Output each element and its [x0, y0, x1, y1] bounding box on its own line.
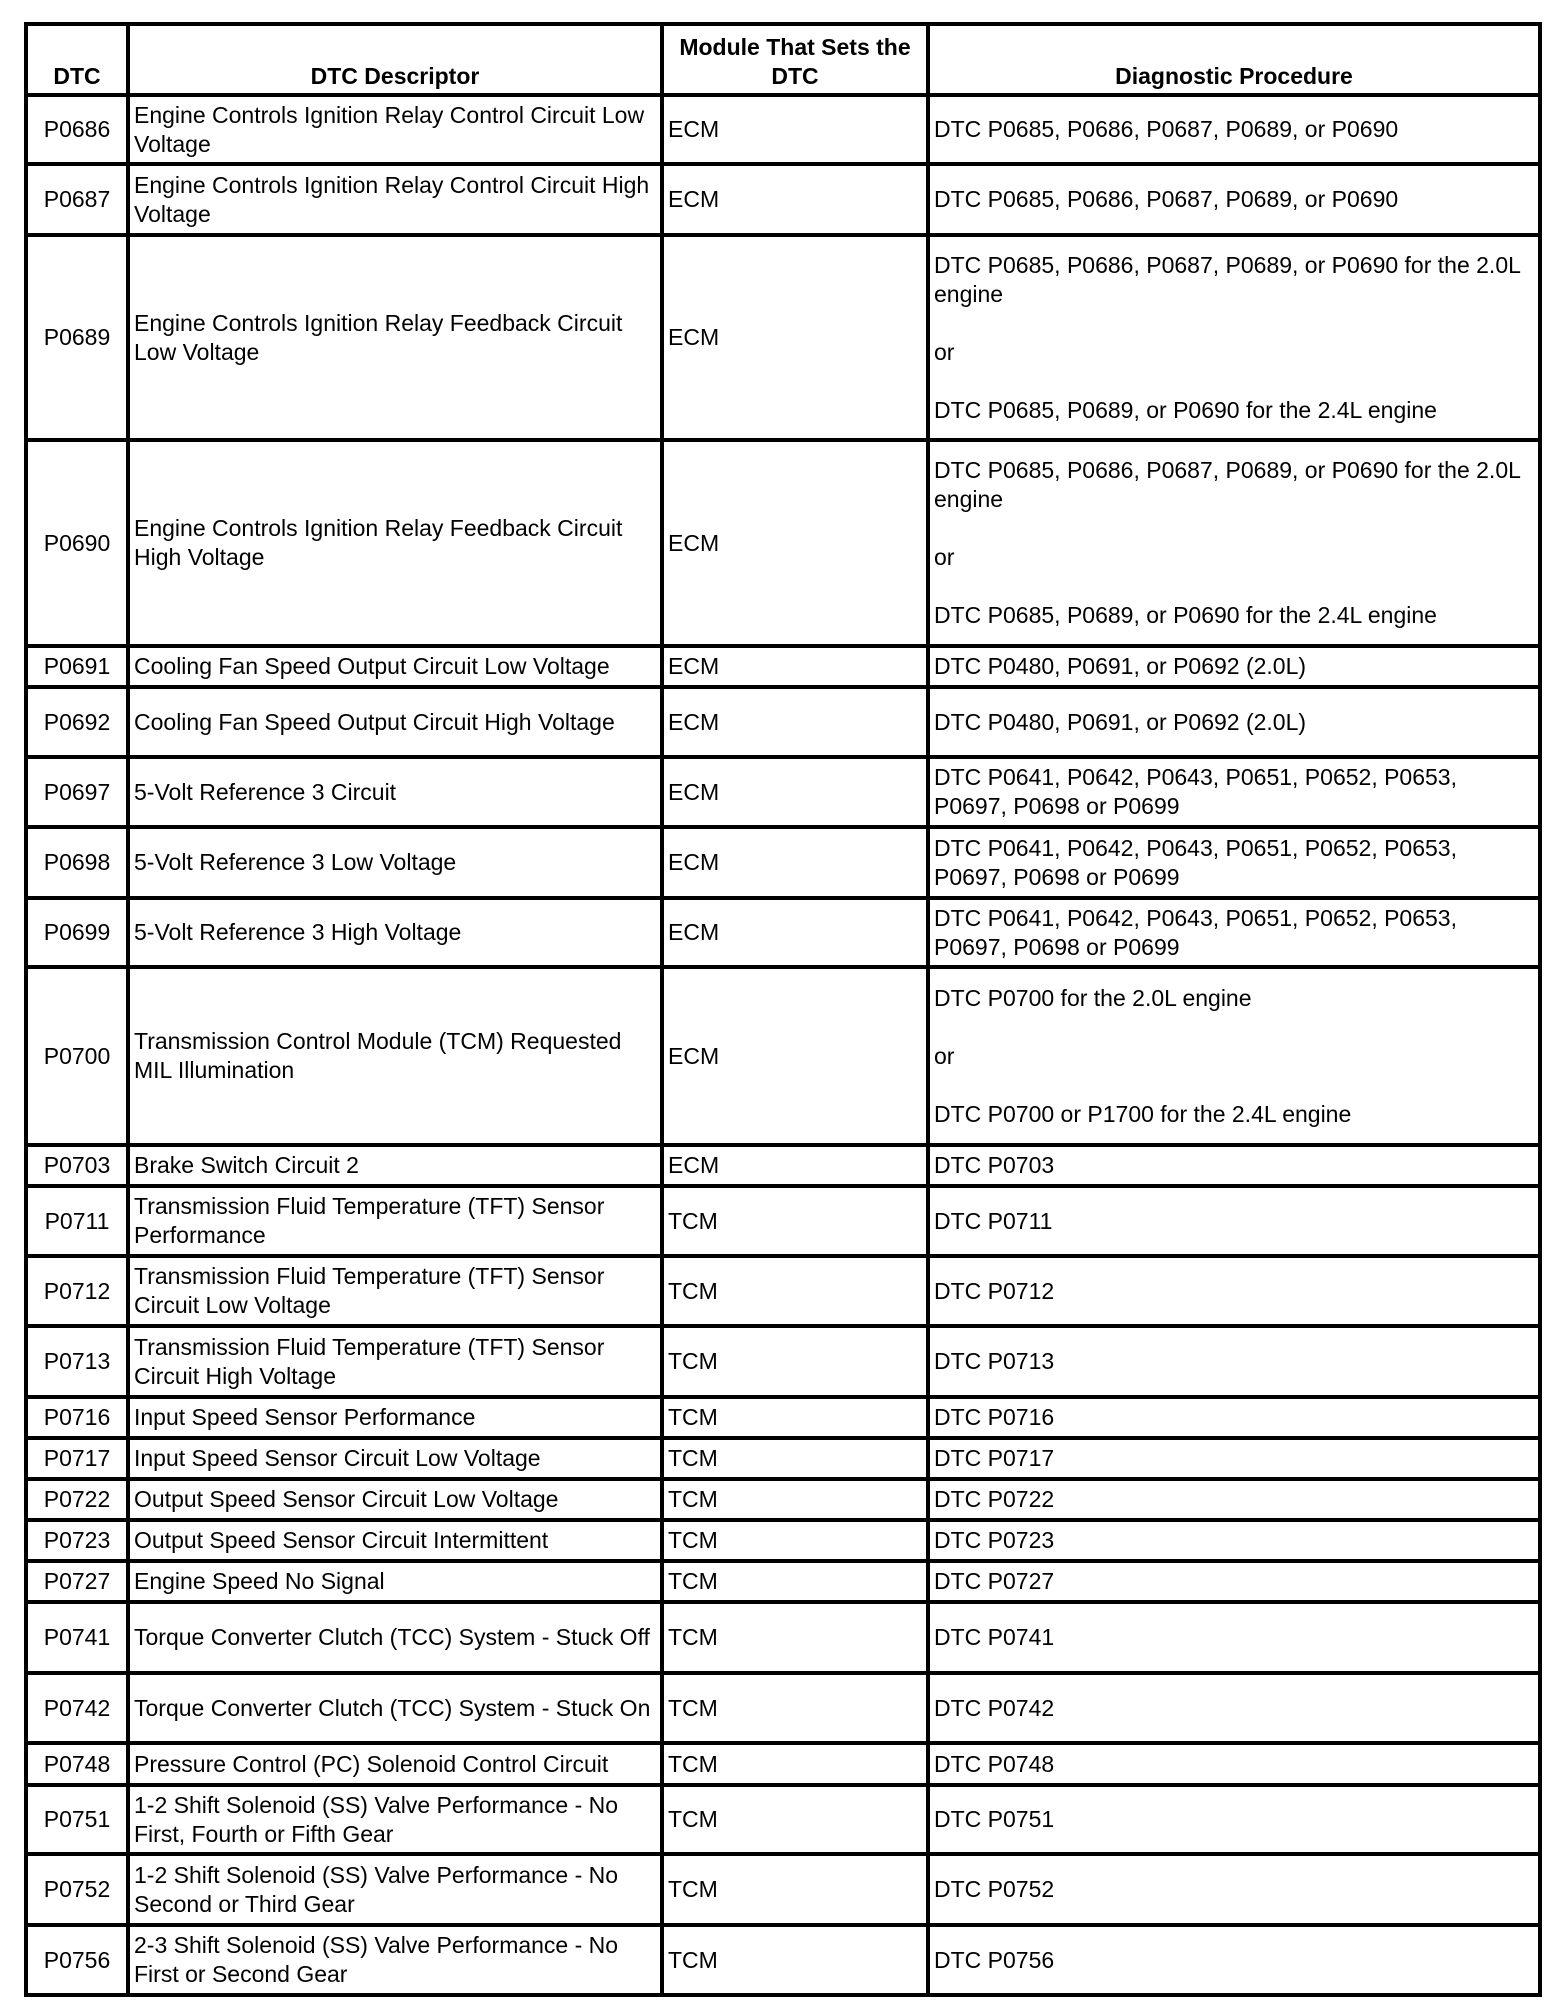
setting-module: ECM — [662, 95, 928, 164]
diagnostic-procedure: DTC P0685, P0686, P0687, P0689, or P0690 for the 2.0L engine or DTC P0685, P0689, or P0690 for the 2.4L engine — [928, 235, 1540, 440]
dtc-descriptor: Cooling Fan Speed Output Circuit High Voltage — [128, 687, 662, 757]
diagnostic-procedure: DTC P0703 — [928, 1145, 1540, 1186]
dtc-code: P0711 — [26, 1186, 128, 1256]
table-row — [26, 1743, 1540, 1785]
table-row — [26, 1479, 1540, 1520]
dtc-code: P0686 — [26, 95, 128, 164]
diagnostic-procedure: DTC P0727 — [928, 1561, 1540, 1602]
diagnostic-procedure: DTC P0700 for the 2.0L engine or DTC P0700 or P1700 for the 2.4L engine — [928, 967, 1540, 1145]
diagnostic-procedure: DTC P0741 — [928, 1602, 1540, 1673]
setting-module: ECM — [662, 967, 928, 1145]
diagnostic-procedure: DTC P0641, P0642, P0643, P0651, P0652, P0653, P0697, P0698 or P0699 — [928, 827, 1540, 898]
dtc-code: P0691 — [26, 646, 128, 687]
setting-module: TCM — [662, 1561, 928, 1602]
diagnostic-procedure: DTC P0480, P0691, or P0692 (2.0L) — [928, 687, 1540, 757]
diagnostic-procedure: DTC P0641, P0642, P0643, P0651, P0652, P0653, P0697, P0698 or P0699 — [928, 757, 1540, 827]
diagnostic-procedure: DTC P0685, P0686, P0687, P0689, or P0690 — [928, 95, 1540, 164]
table-row — [26, 1785, 1540, 1854]
table-row — [26, 95, 1540, 164]
diagnostic-procedure: DTC P0711 — [928, 1186, 1540, 1256]
dtc-code: P0717 — [26, 1438, 128, 1479]
setting-module: TCM — [662, 1256, 928, 1326]
diagnostic-procedure: DTC P0480, P0691, or P0692 (2.0L) — [928, 646, 1540, 687]
table-row — [26, 1925, 1540, 1995]
table-row — [26, 164, 1540, 235]
dtc-descriptor: 5-Volt Reference 3 High Voltage — [128, 898, 662, 967]
setting-module: ECM — [662, 757, 928, 827]
diagnostic-procedure: DTC P0641, P0642, P0643, P0651, P0652, P0653, P0697, P0698 or P0699 — [928, 898, 1540, 967]
dtc-code: P0756 — [26, 1925, 128, 1995]
dtc-descriptor: Pressure Control (PC) Solenoid Control Circuit — [128, 1743, 662, 1785]
setting-module: TCM — [662, 1438, 928, 1479]
dtc-descriptor: Engine Controls Ignition Relay Control Circuit Low Voltage — [128, 95, 662, 164]
setting-module: TCM — [662, 1479, 928, 1520]
dtc-descriptor: Engine Controls Ignition Relay Feedback Circuit High Voltage — [128, 440, 662, 646]
diagnostic-procedure: DTC P0717 — [928, 1438, 1540, 1479]
dtc-descriptor: Engine Speed No Signal — [128, 1561, 662, 1602]
setting-module: TCM — [662, 1602, 928, 1673]
dtc-code: P0689 — [26, 235, 128, 440]
setting-module: TCM — [662, 1743, 928, 1785]
dtc-code: P0722 — [26, 1479, 128, 1520]
dtc-descriptor: Torque Converter Clutch (TCC) System - Stuck On — [128, 1673, 662, 1743]
dtc-descriptor: Transmission Fluid Temperature (TFT) Sensor Circuit High Voltage — [128, 1326, 662, 1397]
dtc-table — [24, 22, 1542, 1997]
table-row — [26, 1186, 1540, 1256]
setting-module: TCM — [662, 1854, 928, 1925]
header-dtc: DTC — [26, 24, 128, 95]
diagnostic-procedure: DTC P0722 — [928, 1479, 1540, 1520]
table-row — [26, 757, 1540, 827]
dtc-code: P0723 — [26, 1520, 128, 1561]
dtc-descriptor: Transmission Control Module (TCM) Requested MIL Illumination — [128, 967, 662, 1145]
table-row — [26, 1256, 1540, 1326]
dtc-descriptor: Engine Controls Ignition Relay Control Circuit High Voltage — [128, 164, 662, 235]
dtc-code: P0698 — [26, 827, 128, 898]
dtc-descriptor: 2-3 Shift Solenoid (SS) Valve Performance - No First or Second Gear — [128, 1925, 662, 1995]
setting-module: ECM — [662, 646, 928, 687]
setting-module: TCM — [662, 1397, 928, 1438]
diagnostic-procedure: DTC P0685, P0686, P0687, P0689, or P0690 for the 2.0L engine or DTC P0685, P0689, or P0690 for the 2.4L engine — [928, 440, 1540, 646]
dtc-code: P0697 — [26, 757, 128, 827]
table-row — [26, 1438, 1540, 1479]
diagnostic-procedure: DTC P0752 — [928, 1854, 1540, 1925]
header-descriptor: DTC Descriptor — [128, 24, 662, 95]
dtc-descriptor: Output Speed Sensor Circuit Low Voltage — [128, 1479, 662, 1520]
setting-module: TCM — [662, 1925, 928, 1995]
dtc-descriptor: 1-2 Shift Solenoid (SS) Valve Performance - No First, Fourth or Fifth Gear — [128, 1785, 662, 1854]
diagnostic-procedure: DTC P0756 — [928, 1925, 1540, 1995]
dtc-code: P0727 — [26, 1561, 128, 1602]
dtc-descriptor: Input Speed Sensor Circuit Low Voltage — [128, 1438, 662, 1479]
dtc-code: P0716 — [26, 1397, 128, 1438]
diagnostic-procedure: DTC P0685, P0686, P0687, P0689, or P0690 — [928, 164, 1540, 235]
header-row — [26, 24, 1540, 95]
dtc-code: P0752 — [26, 1854, 128, 1925]
setting-module: TCM — [662, 1326, 928, 1397]
dtc-code: P0712 — [26, 1256, 128, 1326]
dtc-descriptor: Input Speed Sensor Performance — [128, 1397, 662, 1438]
diagnostic-procedure: DTC P0748 — [928, 1743, 1540, 1785]
diagnostic-procedure: DTC P0712 — [928, 1256, 1540, 1326]
dtc-descriptor: Cooling Fan Speed Output Circuit Low Voltage — [128, 646, 662, 687]
setting-module: ECM — [662, 898, 928, 967]
table-row — [26, 1602, 1540, 1673]
header-procedure: Diagnostic Procedure — [928, 24, 1540, 95]
dtc-descriptor: Transmission Fluid Temperature (TFT) Sensor Performance — [128, 1186, 662, 1256]
dtc-code: P0699 — [26, 898, 128, 967]
setting-module: ECM — [662, 1145, 928, 1186]
table-row — [26, 1561, 1540, 1602]
table-row — [26, 687, 1540, 757]
setting-module: ECM — [662, 687, 928, 757]
table-row — [26, 827, 1540, 898]
diagnostic-procedure: DTC P0742 — [928, 1673, 1540, 1743]
table-row — [26, 1326, 1540, 1397]
dtc-code: P0690 — [26, 440, 128, 646]
dtc-code: P0700 — [26, 967, 128, 1145]
dtc-descriptor: 1-2 Shift Solenoid (SS) Valve Performance - No Second or Third Gear — [128, 1854, 662, 1925]
diagnostic-procedure: DTC P0716 — [928, 1397, 1540, 1438]
dtc-descriptor: 5-Volt Reference 3 Circuit — [128, 757, 662, 827]
setting-module: ECM — [662, 440, 928, 646]
dtc-descriptor: Engine Controls Ignition Relay Feedback Circuit Low Voltage — [128, 235, 662, 440]
setting-module: TCM — [662, 1785, 928, 1854]
dtc-code: P0748 — [26, 1743, 128, 1785]
dtc-descriptor: Brake Switch Circuit 2 — [128, 1145, 662, 1186]
dtc-code: P0692 — [26, 687, 128, 757]
table-row — [26, 440, 1540, 646]
diagnostic-procedure: DTC P0723 — [928, 1520, 1540, 1561]
setting-module: ECM — [662, 235, 928, 440]
dtc-code: P0742 — [26, 1673, 128, 1743]
table-row — [26, 1397, 1540, 1438]
diagnostic-procedure: DTC P0713 — [928, 1326, 1540, 1397]
table-row — [26, 1673, 1540, 1743]
table-row — [26, 1520, 1540, 1561]
table-row — [26, 235, 1540, 440]
setting-module: TCM — [662, 1186, 928, 1256]
header-module: Module That Sets the DTC — [662, 24, 928, 95]
table-row — [26, 1854, 1540, 1925]
dtc-code: P0703 — [26, 1145, 128, 1186]
dtc-code: P0687 — [26, 164, 128, 235]
dtc-descriptor: Torque Converter Clutch (TCC) System - Stuck Off — [128, 1602, 662, 1673]
dtc-code: P0751 — [26, 1785, 128, 1854]
setting-module: ECM — [662, 827, 928, 898]
dtc-descriptor: Transmission Fluid Temperature (TFT) Sensor Circuit Low Voltage — [128, 1256, 662, 1326]
dtc-descriptor: 5-Volt Reference 3 Low Voltage — [128, 827, 662, 898]
table-row — [26, 898, 1540, 967]
setting-module: TCM — [662, 1673, 928, 1743]
dtc-code: P0713 — [26, 1326, 128, 1397]
diagnostic-procedure: DTC P0751 — [928, 1785, 1540, 1854]
table-row — [26, 967, 1540, 1145]
dtc-code: P0741 — [26, 1602, 128, 1673]
setting-module: ECM — [662, 164, 928, 235]
setting-module: TCM — [662, 1520, 928, 1561]
dtc-descriptor: Output Speed Sensor Circuit Intermittent — [128, 1520, 662, 1561]
table-row — [26, 646, 1540, 687]
table-row — [26, 1145, 1540, 1186]
